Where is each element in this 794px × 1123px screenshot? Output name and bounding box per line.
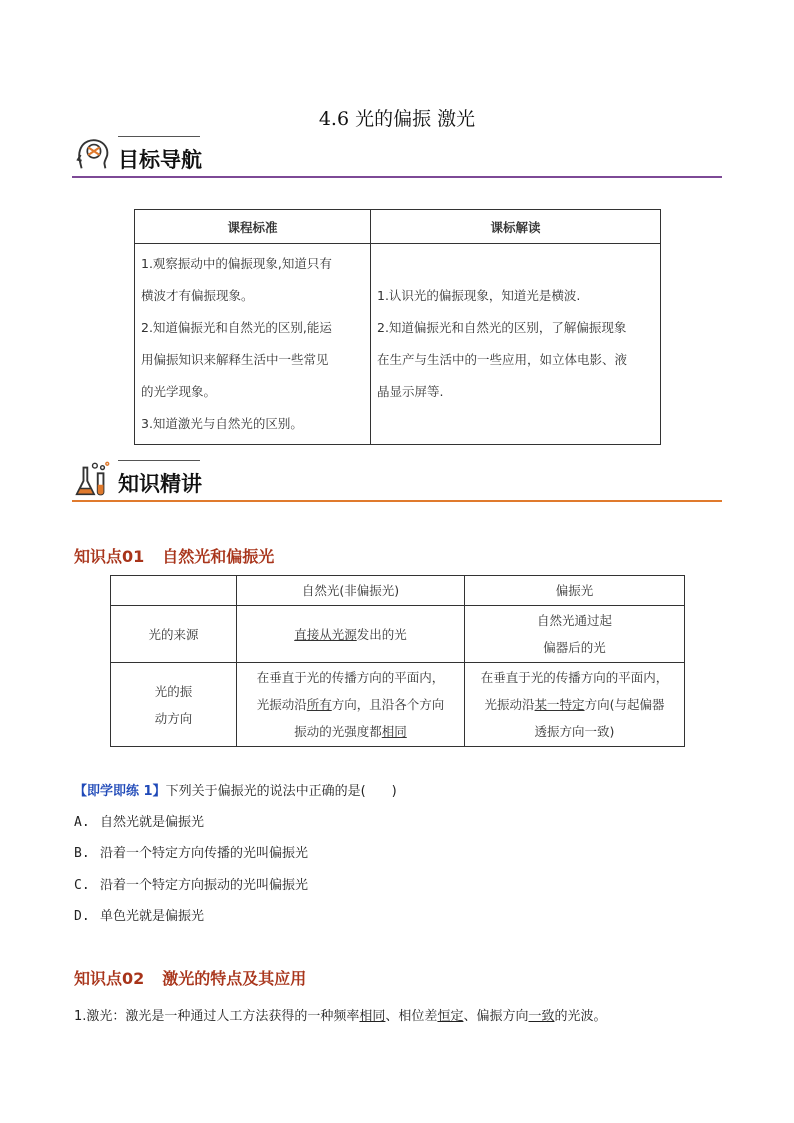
interpretation-line: 1.认识光的偏振现象，知道光是横波.: [377, 288, 581, 303]
exercise-option-b[interactable]: B. 沿着一个特定方向传播的光叫偏振光: [74, 846, 309, 861]
knowledge-point-number: 知识点02: [74, 969, 145, 988]
section-label-knowledge: 知识精讲: [118, 472, 202, 496]
section-header-goals: [72, 134, 722, 178]
section-underline-goals: [72, 176, 722, 178]
interpretation-line: 晶显示屏等.: [377, 384, 444, 399]
interpretation-line: 2.知道偏振光和自然光的区别，了解偏振现象: [377, 320, 627, 335]
knowledge-point-title: 激光的特点及其应用: [162, 969, 307, 988]
exercise-option-d[interactable]: D. 单色光就是偏振光: [74, 909, 205, 924]
header-polarized-light: 偏振光: [465, 576, 685, 606]
standard-line: 2.知道偏振光和自然光的区别,能运: [141, 320, 332, 335]
row-label-vibration: 光的振 动方向: [111, 663, 237, 747]
header-accent-line: [118, 136, 200, 137]
section-underline-knowledge: [72, 500, 722, 502]
header-standard-interpretation: 课标解读: [371, 210, 661, 244]
exercise-option-a[interactable]: A. 自然光就是偏振光: [74, 815, 205, 830]
standard-line: 的光学现象。: [141, 384, 217, 399]
comparison-table: [110, 575, 685, 747]
header-accent-line: [118, 460, 200, 461]
standard-line: 横波才有偏振现象。: [141, 288, 254, 303]
interpretation-cell: [371, 244, 661, 445]
standards-table: [134, 209, 661, 445]
flask-icon: [74, 460, 112, 498]
laser-definition: 1.激光：激光是一种通过人工方法获得的一种频率相同、相位差恒定、偏振方向一致的光波。: [74, 1009, 607, 1024]
standard-line: 3.知道激光与自然光的区别。: [141, 416, 303, 431]
exercise-question-text: 下列关于偏振光的说法中正确的是( ): [165, 784, 397, 799]
course-standard-cell: [135, 244, 371, 445]
knowledge-point-number: 知识点01: [74, 547, 145, 566]
brain-head-icon: [74, 136, 112, 174]
cell-natural-vibration: 在垂直于光的传播方向的平面内， 光振动沿所有方向，且沿各个方向 振动的光强度都相同: [237, 663, 465, 747]
standard-line: 1.观察振动中的偏振现象,知道只有: [141, 256, 332, 271]
table-cell-empty: [111, 576, 237, 606]
section-header-knowledge: [72, 458, 722, 502]
row-label-source: 光的来源: [111, 606, 237, 663]
cell-natural-source: 直接从光源发出的光: [237, 606, 465, 663]
page-title: 4.6 光的偏振 激光: [318, 108, 476, 130]
knowledge-point-02-heading: [74, 966, 306, 989]
exercise-option-c[interactable]: C. 沿着一个特定方向振动的光叫偏振光: [74, 878, 309, 893]
exercise-question: [74, 780, 397, 799]
interpretation-line: 在生产与生活中的一些应用，如立体电影、液: [377, 352, 628, 367]
cell-polarized-vibration: 在垂直于光的传播方向的平面内， 光振动沿某一特定方向(与起偏器 透振方向一致): [465, 663, 685, 747]
knowledge-point-01-heading: [74, 544, 274, 567]
exercise-tag: 【即学即练 1】: [74, 784, 166, 799]
section-label-goals: 目标导航: [118, 148, 202, 172]
knowledge-point-title: 自然光和偏振光: [162, 547, 275, 566]
header-course-standard: 课程标准: [135, 210, 371, 244]
standard-line: 用偏振知识来解释生活中一些常见: [141, 352, 329, 367]
header-natural-light: 自然光(非偏振光): [237, 576, 465, 606]
cell-polarized-source: 自然光通过起 偏器后的光: [465, 606, 685, 663]
